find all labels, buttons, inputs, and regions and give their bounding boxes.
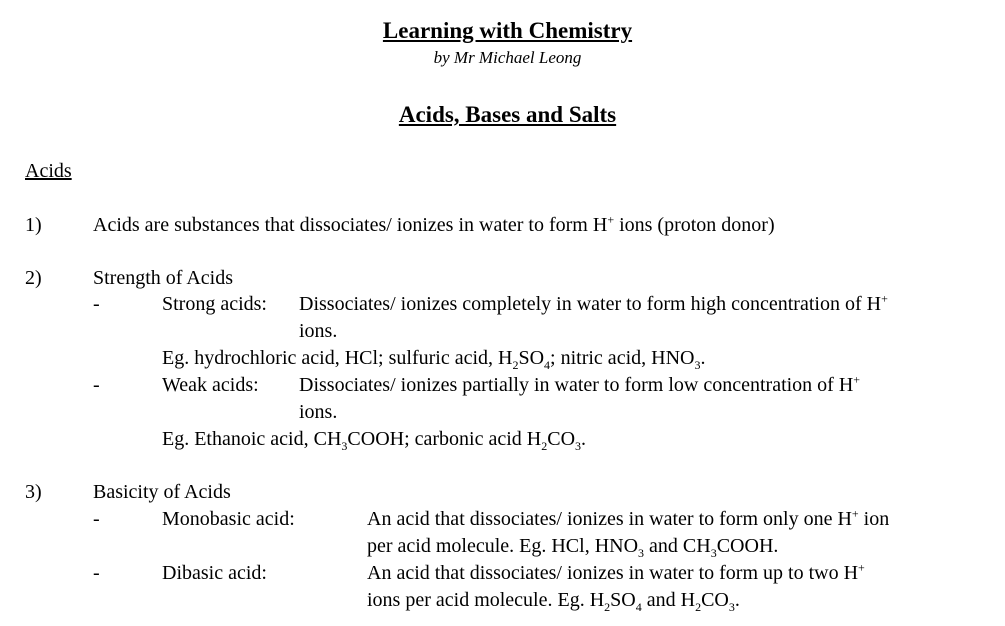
dibasic-acid-label: Dibasic acid: bbox=[162, 562, 267, 584]
document-subtitle: Acids, Bases and Salts bbox=[398, 102, 617, 127]
dibasic-acid-description: An acid that dissociates/ ionizes in water to form up to two H+ bbox=[367, 560, 865, 584]
point-2-title: Strength of Acids bbox=[93, 267, 233, 289]
dibasic-acid-example: ions per acid molecule. Eg. $H_2SO_4$ and $H_2CO_3$. bbox=[367, 589, 740, 614]
weak-acids-description: Dissociates/ ionizes partially in water to form low concentration of H+ bbox=[299, 372, 861, 396]
point-1-text: Acids are substances that dissociates/ ionizes in water to form H+ ions (proton donor) bbox=[93, 212, 775, 236]
weak-acids-example: Eg. Ethanoic acid, $CH_3COOH$; carbonic acid $H_2CO_3$. bbox=[162, 428, 587, 453]
section-heading-acids: Acids bbox=[25, 160, 72, 182]
point-3-title: Basicity of Acids bbox=[93, 481, 231, 503]
strong-acids-description: Dissociates/ ionizes completely in water to form high concentration of H+ bbox=[299, 291, 888, 315]
monobasic-acid-example: per acid molecule. Eg. HCl, $HNO_3$ and $CH_3COOH$. bbox=[367, 535, 779, 560]
strong-acids-description-cont: ions. bbox=[299, 320, 338, 342]
bullet-dash: - bbox=[93, 293, 100, 315]
point-number: 1) bbox=[25, 214, 42, 236]
point-number: 3) bbox=[25, 481, 42, 503]
weak-acids-label: Weak acids: bbox=[162, 374, 259, 396]
bullet-dash: - bbox=[93, 508, 100, 530]
weak-acids-description-cont: ions. bbox=[299, 401, 338, 423]
bullet-dash: - bbox=[93, 562, 100, 584]
monobasic-acid-description: An acid that dissociates/ ionizes in water to form only one H+ ion bbox=[367, 506, 890, 530]
author-byline: by Mr Michael Leong bbox=[433, 48, 582, 67]
monobasic-acid-label: Monobasic acid: bbox=[162, 508, 295, 530]
strong-acids-label: Strong acids: bbox=[162, 293, 267, 315]
strong-acids-example: Eg. hydrochloric acid, HCl; sulfuric acid, $H_2SO_4$; nitric acid, $HNO_3$. bbox=[162, 347, 706, 372]
document-title: Learning with Chemistry bbox=[382, 18, 633, 43]
point-number: 2) bbox=[25, 267, 42, 289]
bullet-dash: - bbox=[93, 374, 100, 396]
